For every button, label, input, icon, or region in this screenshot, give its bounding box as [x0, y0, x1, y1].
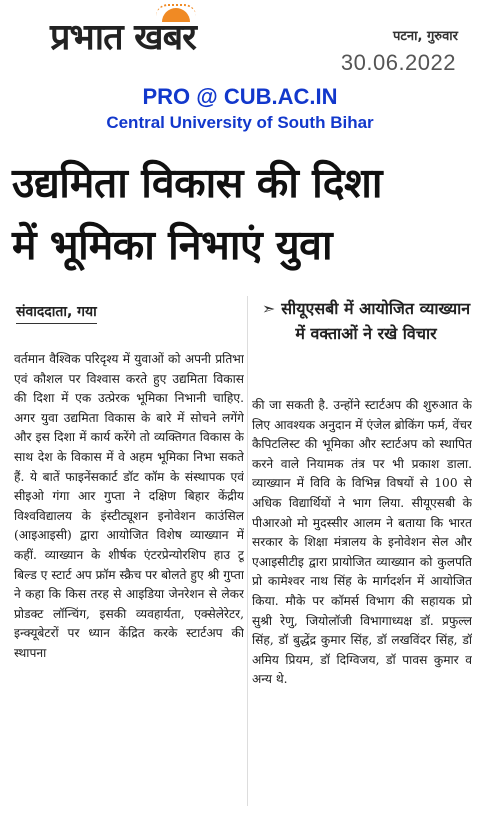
article-headline [12, 152, 472, 276]
column-left-text: वर्तमान वैश्विक परिदृश्य में युवाओं को अपनी प्रतिभा एवं कौशल पर विश्वास करते हुए उद्यमिता विकास की दिशा में एक उत्प्रेरक भूमिका निभानी चाहिए. अगर युवा उद्यमिता विकास के बारे में सोचने लगेंगे और इस दिशा में कार्य करेंगे तो व्यक्तिगत विकास के साथ देश के विकास में वे अहम भूमिका निभा सकते हैं. ये बातें फाइनेंसकार्ट डॉट कॉम के संस्थापक एवं सीइओ गंगा आर गुप्ता ने दक्षिण बिहार केंद्रीय विश्वविद्यालय के इंस्टीट्यूशन इनोवेशन काउंसिल (आइआइसी) द्वारा आयोजित विशेष व्याख्यान में कहीं. व्याख्यान के शीर्षक एंटरप्रेन्योरशिप हाउ टू बिल्ड ए स्टार्ट अप फ्रॉम स्क्रैच पर बोलते हुए श्री गुप्ता ने कहा कि किस तरह से आइडिया जेनरेशन से लेकर प्रोडक्ट लॉन्चिंग, इसकी व्यवहार्यता, एक्सेलेरेटर, इन्क्यूबेटरों पर ध्यान केंद्रित करके स्टार्टअप की स्थापना [14, 352, 244, 660]
edition-date: 30.06.2022 [340, 50, 456, 75]
pro-stamp [0, 84, 480, 134]
column-right-text: की जा सकती है. उन्होंने स्टार्टअप की शुरुआत के लिए आवश्यक अनुदान में एंजेल ब्रोकिंग फर्म, वेंचर कैपिटलिस्ट की भूमिका और स्टार्टअप को स्थापित करने वाले नियामक तंत्र पर भी प्रकाश डाला. व्याख्यान में विवि के विभिन्न विषयों से 100 से अधिक विद्यार्थियों ने भाग लिया. सीयूएसबी के पीआरओ मो मुदस्सीर आलम ने बताया कि भारत सरकार के शिक्षा मंत्रालय के इनोवेशन सेल और एआइसीटीइ द्वारा प्रायोजित व्याख्यान को कुलपति प्रो कामेश्वर नाथ सिंह के मार्गदर्शन में आयोजित किया. मौके पर कॉमर्स विभाग की सहायक प्रो सुश्री रेणु, जियोलॉजी विभागाध्यक्ष डॉ. प्रफुल्ल सिंह, डॉ बुद्धेंद्र कुमार सिंह, डॉ लखविंदर सिंह, डॉ अमिय प्रियम, डॉ दिग्विजय, डॉ पावस कुमार व अन्य थे. [252, 398, 472, 687]
pro-email: PRO @ CUB.AC.IN [142, 84, 338, 109]
byline: संवाददाता, गया [16, 302, 97, 324]
article-subhead [258, 296, 474, 346]
article-column-left [14, 350, 244, 812]
column-divider [247, 296, 248, 806]
newspaper-logo: प्रभात खबर [50, 17, 196, 58]
headline-line-1: उद्यमिता विकास की दिशा [12, 159, 382, 207]
article-column-right [252, 396, 472, 812]
university-name: Central University of South Bihar [106, 113, 374, 132]
arrow-bullet-icon: ➣ [261, 299, 276, 318]
headline-line-2: में भूमिका निभाएं युवा [12, 221, 333, 269]
subhead-text: सीयूएसबी में आयोजित व्याख्यान में वक्ताओं ने रखे विचार [281, 299, 471, 343]
edition-city-day: पटना, गुरुवार [393, 29, 458, 44]
newspaper-masthead [0, 0, 480, 82]
